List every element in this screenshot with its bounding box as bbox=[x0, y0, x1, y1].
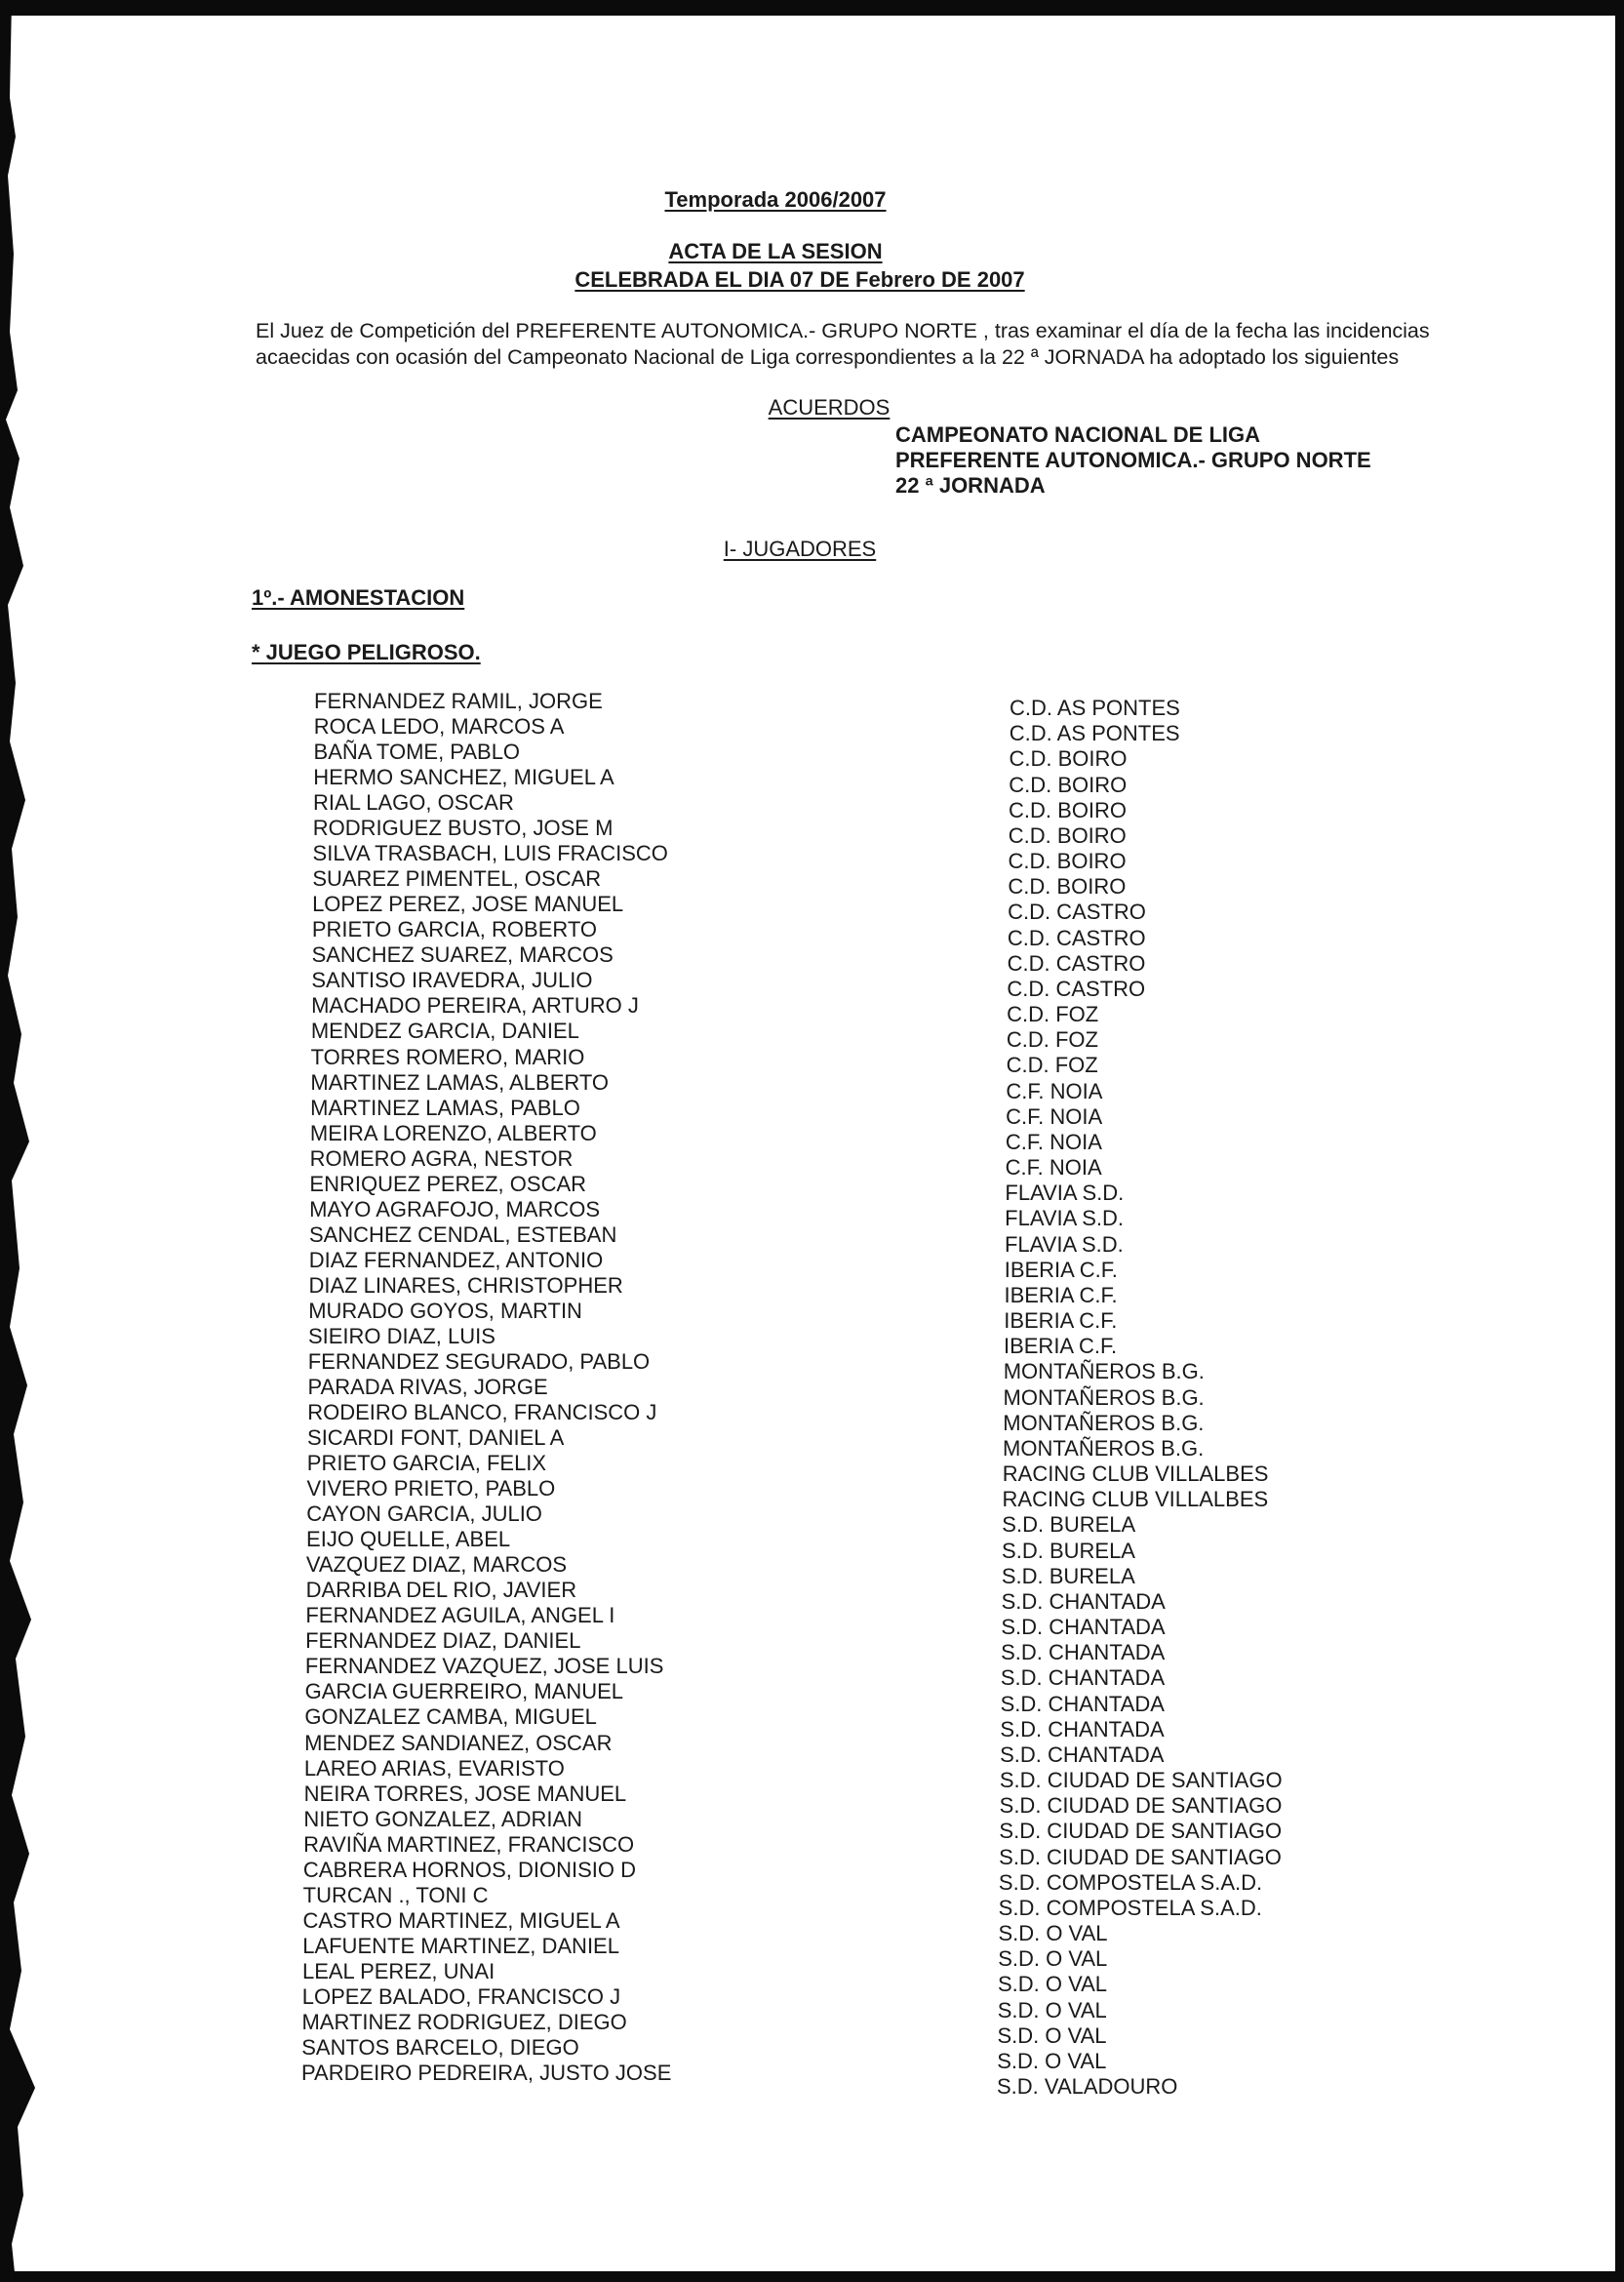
player-club: C.D. BOIRO bbox=[1008, 849, 1127, 873]
player-name: LAFUENTE MARTINEZ, DANIEL bbox=[302, 1933, 619, 1958]
player-name: FERNANDEZ DIAZ, DANIEL bbox=[305, 1628, 581, 1654]
player-club: S.D. CIUDAD DE SANTIAGO bbox=[999, 1844, 1282, 1869]
player-club: IBERIA C.F. bbox=[1003, 1334, 1118, 1359]
player-name: NIETO GONZALEZ, ADRIAN bbox=[303, 1806, 583, 1831]
player-club: C.F. NOIA bbox=[1006, 1078, 1103, 1103]
player-name: PRIETO GARCIA, ROBERTO bbox=[311, 917, 598, 942]
player-club: C.F. NOIA bbox=[1005, 1129, 1102, 1154]
player-name: FERNANDEZ VAZQUEZ, JOSE LUIS bbox=[304, 1654, 664, 1679]
player-name: MAYO AGRAFOJO, MARCOS bbox=[309, 1196, 601, 1221]
intro-line-2: acaecidas con ocasión del Campeonato Nacional de Liga correspondientes a la 22 ª JORNADA ha adoptado los siguientes bbox=[256, 345, 1400, 369]
player-name: LOPEZ PEREZ, JOSE MANUEL bbox=[312, 892, 624, 917]
player-club: S.D. COMPOSTELA S.A.D. bbox=[998, 1895, 1262, 1920]
player-name: TORRES ROMERO, MARIO bbox=[310, 1044, 585, 1069]
player-name: RAVIÑA MARTINEZ, FRANCISCO bbox=[303, 1831, 635, 1857]
player-club: C.F. NOIA bbox=[1005, 1155, 1102, 1180]
player-club: S.D. BURELA bbox=[1001, 1563, 1135, 1588]
player-name: GARCIA GUERREIRO, MANUEL bbox=[304, 1679, 623, 1704]
player-name: ROCA LEDO, MARCOS A bbox=[313, 714, 565, 740]
session-date: CELEBRADA EL DIA 07 DE Febrero DE 2007 bbox=[574, 267, 1025, 292]
player-club: FLAVIA S.D. bbox=[1005, 1181, 1125, 1206]
player-name: LAREO ARIAS, EVARISTO bbox=[303, 1755, 565, 1781]
championship-round: 22 ª JORNADA bbox=[895, 473, 1046, 498]
player-name: MURADO GOYOS, MARTIN bbox=[308, 1298, 582, 1323]
player-club: C.D. AS PONTES bbox=[1009, 721, 1180, 746]
player-club: S.D. O VAL bbox=[998, 1921, 1108, 1945]
player-name: CAYON GARCIA, JULIO bbox=[306, 1501, 542, 1527]
player-name: FERNANDEZ RAMIL, JORGE bbox=[314, 689, 603, 713]
player-club: C.D. AS PONTES bbox=[1010, 696, 1180, 720]
agreements-heading: ACUERDOS bbox=[768, 395, 891, 420]
player-name: TURCAN ., TONI C bbox=[302, 1882, 489, 1907]
player-club: S.D. CIUDAD DE SANTIAGO bbox=[999, 1819, 1283, 1844]
player-name: SILVA TRASBACH, LUIS FRACISCO bbox=[312, 841, 668, 866]
player-club: S.D. O VAL bbox=[997, 1972, 1108, 1997]
player-club: S.D. COMPOSTELA S.A.D. bbox=[998, 1869, 1263, 1895]
player-name: RODRIGUEZ BUSTO, JOSE M bbox=[312, 816, 614, 841]
player-name: MARTINEZ LAMAS, ALBERTO bbox=[310, 1069, 610, 1095]
sanction-heading: 1º.- AMONESTACION bbox=[252, 585, 465, 610]
player-name: MACHADO PEREIRA, ARTURO J bbox=[311, 993, 639, 1019]
championship-group: PREFERENTE AUTONOMICA.- GRUPO NORTE bbox=[895, 448, 1371, 472]
player-name: MARTINEZ RODRIGUEZ, DIEGO bbox=[301, 2009, 627, 2034]
player-name: SANCHEZ CENDAL, ESTEBAN bbox=[308, 1221, 617, 1247]
player-name: SICARDI FONT, DANIEL A bbox=[307, 1425, 565, 1451]
player-name: ENRIQUEZ PEREZ, OSCAR bbox=[309, 1171, 587, 1196]
player-club: C.D. BOIRO bbox=[1009, 772, 1128, 797]
season-title: Temporada 2006/2007 bbox=[664, 187, 887, 212]
player-club: C.D. BOIRO bbox=[1008, 874, 1127, 900]
player-name: PARADA RIVAS, JORGE bbox=[307, 1375, 548, 1399]
player-club: RACING CLUB VILLALBES bbox=[1002, 1461, 1269, 1486]
player-name: SANTISO IRAVEDRA, JULIO bbox=[311, 968, 593, 993]
player-club: S.D. CHANTADA bbox=[1001, 1615, 1166, 1639]
player-name: SANCHEZ SUAREZ, MARCOS bbox=[311, 942, 614, 968]
player-club: IBERIA C.F. bbox=[1004, 1257, 1118, 1282]
player-name: DIAZ FERNANDEZ, ANTONIO bbox=[308, 1247, 604, 1272]
player-name: PRIETO GARCIA, FELIX bbox=[306, 1451, 547, 1476]
player-club: C.D. FOZ bbox=[1006, 1027, 1098, 1053]
intro-line-1: El Juez de Competición del PREFERENTE AUTONOMICA.- GRUPO NORTE , tras examinar el día de la fecha las incidencias bbox=[256, 319, 1430, 342]
player-club: C.D. BOIRO bbox=[1009, 797, 1128, 822]
player-name: SUAREZ PIMENTEL, OSCAR bbox=[312, 866, 602, 892]
player-club: RACING CLUB VILLALBES bbox=[1002, 1487, 1269, 1512]
player-name: SIEIRO DIAZ, LUIS bbox=[307, 1323, 495, 1348]
player-name: FERNANDEZ SEGURADO, PABLO bbox=[307, 1348, 651, 1374]
player-club: C.D. BOIRO bbox=[1009, 746, 1128, 772]
player-club: MONTAÑEROS B.G. bbox=[1003, 1410, 1205, 1435]
player-club: S.D. CHANTADA bbox=[1000, 1691, 1165, 1716]
player-name: VAZQUEZ DIAZ, MARCOS bbox=[305, 1552, 568, 1578]
player-club: C.D. CASTRO bbox=[1007, 925, 1146, 950]
player-club: C.D. CASTRO bbox=[1007, 950, 1146, 976]
player-name: HERMO SANCHEZ, MIGUEL A bbox=[313, 765, 614, 790]
player-name: CASTRO MARTINEZ, MIGUEL A bbox=[302, 1907, 620, 1933]
player-name: PARDEIRO PEDREIRA, JUSTO JOSE bbox=[301, 2061, 672, 2085]
player-name: BAÑA TOME, PABLO bbox=[313, 740, 521, 765]
player-club: FLAVIA S.D. bbox=[1004, 1231, 1124, 1257]
player-name: LOPEZ BALADO, FRANCISCO J bbox=[301, 1983, 621, 2009]
player-name: LEAL PEREZ, UNAI bbox=[301, 1958, 495, 1983]
player-name: CABRERA HORNOS, DIONISIO D bbox=[302, 1857, 636, 1882]
player-name: DARRIBA DEL RIO, JAVIER bbox=[305, 1578, 577, 1603]
player-club: MONTAÑEROS B.G. bbox=[1003, 1384, 1205, 1410]
player-club: C.D. CASTRO bbox=[1007, 976, 1146, 1001]
championship-name: CAMPEONATO NACIONAL DE LIGA bbox=[895, 422, 1261, 447]
player-name: MEIRA LORENZO, ALBERTO bbox=[309, 1120, 597, 1145]
player-club: C.D. FOZ bbox=[1007, 1002, 1099, 1026]
player-club: S.D. CHANTADA bbox=[1001, 1640, 1166, 1665]
player-name: DIAZ LINARES, CHRISTOPHER bbox=[308, 1272, 623, 1298]
player-club: C.D. FOZ bbox=[1006, 1053, 1098, 1078]
player-club: S.D. O VAL bbox=[997, 1997, 1107, 2022]
player-club: MONTAÑEROS B.G. bbox=[1003, 1435, 1205, 1461]
player-name: FERNANDEZ AGUILA, ANGEL I bbox=[305, 1603, 615, 1628]
player-name: ROMERO AGRA, NESTOR bbox=[309, 1145, 574, 1171]
session-title: ACTA DE LA SESION bbox=[668, 239, 883, 263]
player-name: NEIRA TORRES, JOSE MANUEL bbox=[303, 1781, 627, 1806]
player-club: FLAVIA S.D. bbox=[1005, 1206, 1125, 1231]
player-club: S.D. CIUDAD DE SANTIAGO bbox=[999, 1793, 1283, 1819]
player-name: VIVERO PRIETO, PABLO bbox=[306, 1476, 556, 1501]
player-club: MONTAÑEROS B.G. bbox=[1003, 1359, 1205, 1384]
player-club: S.D. BURELA bbox=[1002, 1512, 1136, 1538]
player-name: RIAL LAGO, OSCAR bbox=[313, 790, 514, 816]
player-name: RODEIRO BLANCO, FRANCISCO J bbox=[307, 1400, 657, 1425]
player-name: SANTOS BARCELO, DIEGO bbox=[301, 2034, 579, 2060]
player-club: S.D. CHANTADA bbox=[1000, 1742, 1165, 1767]
player-club: S.D. CHANTADA bbox=[1001, 1588, 1166, 1614]
players-heading: I- JUGADORES bbox=[723, 537, 877, 561]
infraction-heading: * JUEGO PELIGROSO. bbox=[252, 640, 481, 664]
player-name: EIJO QUELLE, ABEL bbox=[306, 1527, 511, 1552]
player-club: S.D. VALADOURO bbox=[997, 2074, 1178, 2099]
player-club: S.D. O VAL bbox=[998, 1946, 1108, 1972]
player-name: MENDEZ SANDIANEZ, OSCAR bbox=[304, 1730, 613, 1755]
player-club: S.D. O VAL bbox=[997, 2048, 1107, 2073]
player-club: C.D. CASTRO bbox=[1008, 900, 1146, 925]
player-name: GONZALEZ CAMBA, MIGUEL bbox=[304, 1704, 597, 1730]
player-club: S.D. CHANTADA bbox=[1000, 1716, 1165, 1742]
player-club: S.D. CHANTADA bbox=[1000, 1665, 1166, 1691]
player-club: C.D. BOIRO bbox=[1008, 822, 1127, 848]
player-club: S.D. CIUDAD DE SANTIAGO bbox=[999, 1768, 1283, 1792]
player-name: MARTINEZ LAMAS, PABLO bbox=[310, 1095, 580, 1120]
player-club: S.D. O VAL bbox=[997, 2022, 1107, 2048]
player-club: IBERIA C.F. bbox=[1004, 1308, 1118, 1333]
player-club: C.F. NOIA bbox=[1006, 1103, 1103, 1129]
player-name: MENDEZ GARCIA, DANIEL bbox=[310, 1019, 579, 1044]
player-club: S.D. BURELA bbox=[1002, 1538, 1135, 1563]
player-club: IBERIA C.F. bbox=[1004, 1282, 1118, 1307]
